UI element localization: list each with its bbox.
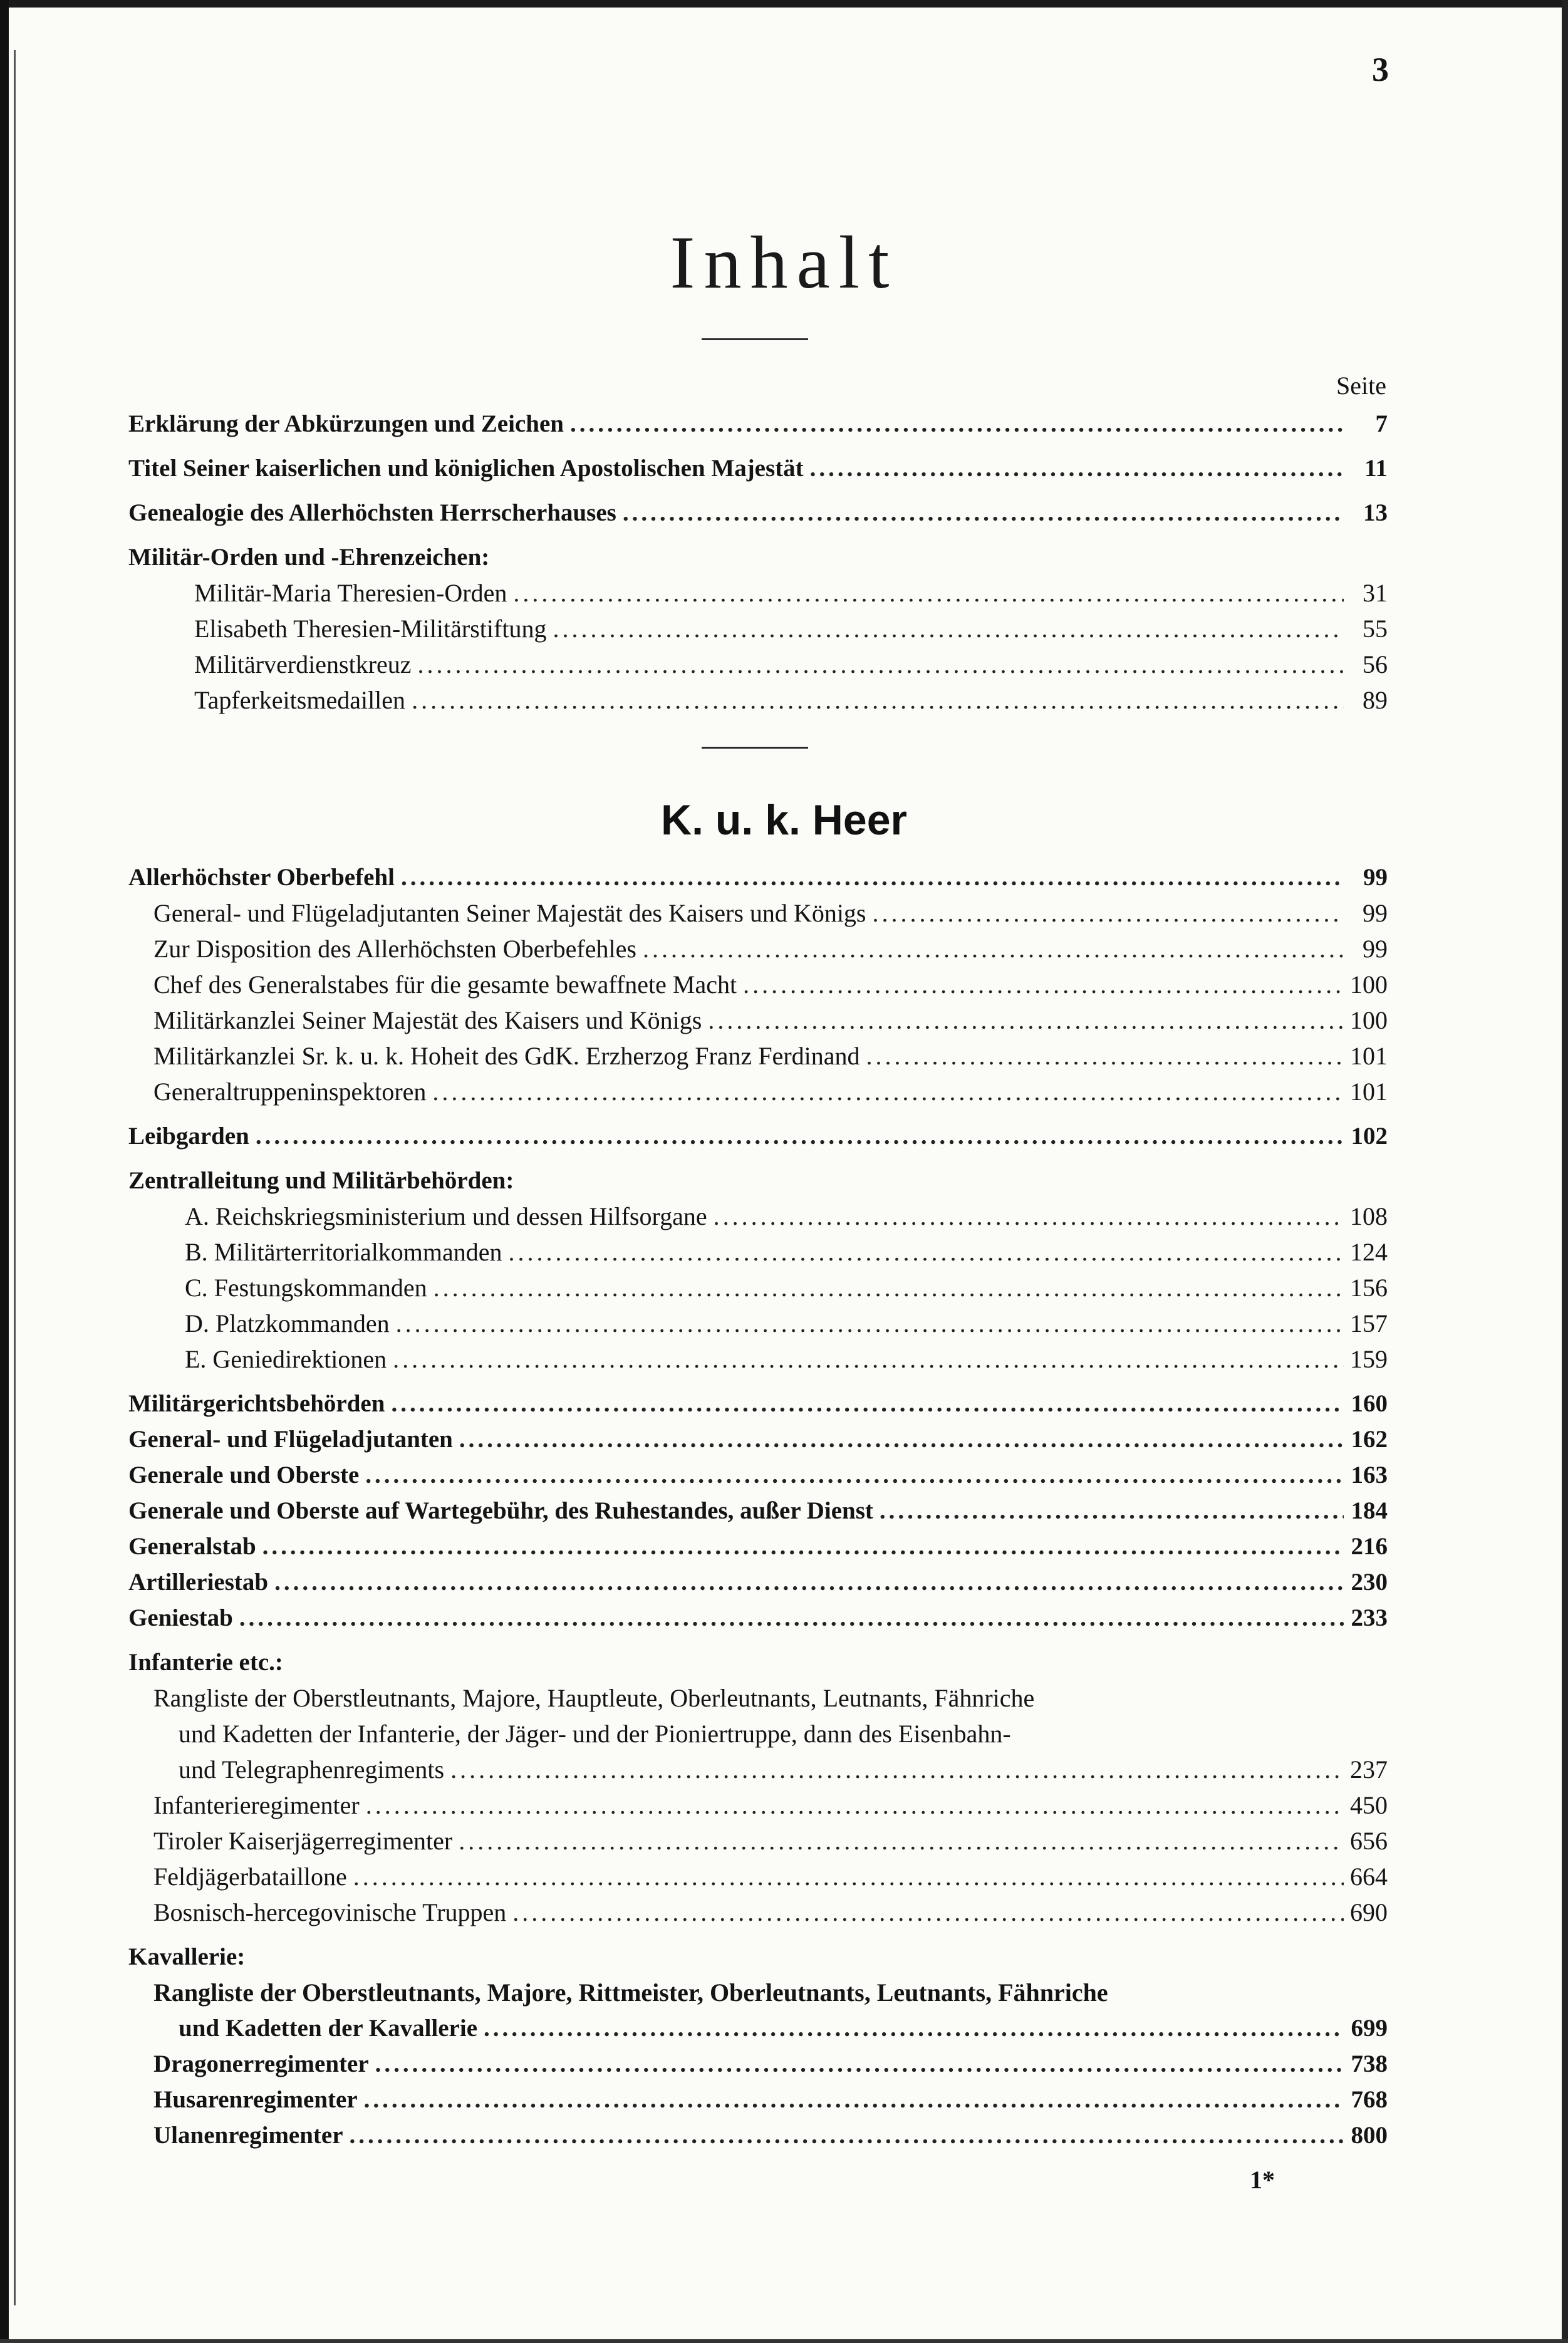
toc-entry[interactable]	[128, 2046, 1388, 2082]
dot-leader	[513, 575, 1344, 611]
toc-entry-page: 690	[1350, 1898, 1388, 1926]
toc-entry-page: 184	[1351, 1497, 1388, 1524]
dot-leader	[743, 967, 1344, 1002]
toc-entry-label: Dragonerregimenter	[153, 2050, 369, 2077]
dot-leader	[714, 1198, 1344, 1234]
toc-entry-label: Leibgarden	[128, 1123, 249, 1150]
toc-entry-page: 216	[1351, 1533, 1388, 1560]
toc-entry-label: Husarenregimenter	[153, 2086, 358, 2113]
toc-entry[interactable]	[128, 1894, 1388, 1930]
toc-entry[interactable]	[128, 682, 1388, 718]
toc-entry[interactable]	[128, 1341, 1388, 1377]
toc-entry-page: 162	[1351, 1426, 1388, 1453]
toc-entry-label: Generaltruppeninspektoren	[153, 1078, 427, 1106]
dot-leader	[459, 1823, 1344, 1859]
toc-group-heading: Militär-Orden und -Ehrenzeichen:	[128, 544, 490, 571]
toc-entry-page: 100	[1350, 1006, 1388, 1034]
toc-entry-label: Generale und Oberste auf Wartegebühr, des Ruhestandes, außer Dienst	[128, 1497, 873, 1524]
toc-entry-label: und Kadetten der Kavallerie	[179, 2015, 478, 2042]
toc-entry-label: General- und Flügeladjutanten Seiner Majestät des Kaisers und Königs	[153, 899, 866, 927]
toc-entry-label: Allerhöchster Oberbefehl	[128, 864, 395, 891]
dot-leader	[432, 1074, 1344, 1109]
toc-entry-page: 159	[1350, 1345, 1388, 1373]
toc-entry-page: 89	[1363, 686, 1388, 714]
toc-entry[interactable]	[128, 1234, 1388, 1270]
toc-entry-page: 99	[1363, 899, 1388, 927]
dot-leader	[810, 450, 1344, 486]
dot-leader	[239, 1600, 1344, 1636]
dot-leader	[509, 1234, 1344, 1270]
dot-leader	[623, 495, 1344, 531]
toc-entry[interactable]	[128, 895, 1388, 931]
toc-entry-label: Militärgerichtsbehörden	[128, 1390, 385, 1417]
toc-entry[interactable]	[128, 1118, 1388, 1154]
toc-entry[interactable]	[128, 1787, 1388, 1823]
toc-entry-page: 156	[1350, 1274, 1388, 1302]
toc-entry[interactable]	[128, 1529, 1388, 1564]
toc-entry-label: C. Festungskommanden	[185, 1274, 427, 1302]
toc-entry-page: 31	[1363, 579, 1388, 607]
toc-entry-label: Feldjägerbataillone	[153, 1862, 347, 1891]
dot-leader	[880, 1493, 1344, 1529]
toc-entry-label: Militärkanzlei Seiner Majestät des Kaisers und Königs	[153, 1006, 702, 1034]
toc-entry-page: 699	[1351, 2015, 1388, 2042]
toc-entry[interactable]	[128, 1386, 1388, 1421]
toc-entry[interactable]	[128, 1270, 1388, 1306]
toc-entry-label: Militärkanzlei Sr. k. u. k. Hoheit des GdK. Erzherzog Franz Ferdinand	[153, 1042, 860, 1070]
page-title: Inhalt	[670, 221, 898, 304]
dot-leader	[459, 1421, 1344, 1457]
dot-leader	[873, 895, 1344, 931]
toc-entry[interactable]	[128, 1421, 1388, 1457]
toc-entry-page: 664	[1350, 1862, 1388, 1891]
dot-leader	[418, 647, 1344, 682]
toc-entry[interactable]	[128, 1002, 1388, 1038]
toc-entry-page: 55	[1363, 615, 1388, 643]
dot-leader	[262, 1529, 1344, 1564]
toc-part-1	[128, 406, 1388, 718]
toc-entry[interactable]	[128, 1823, 1388, 1859]
section-divider	[702, 747, 808, 749]
toc-entry-page: 237	[1350, 1755, 1388, 1784]
toc-entry[interactable]	[128, 450, 1388, 486]
toc-entry-page: 56	[1363, 650, 1388, 678]
toc-entry[interactable]	[128, 1074, 1388, 1109]
toc-entry-label: D. Platzkommanden	[185, 1309, 390, 1338]
toc-entry[interactable]	[128, 2117, 1388, 2153]
toc-entry-page: 101	[1350, 1078, 1388, 1106]
toc-entry-page: 163	[1351, 1462, 1388, 1488]
signature-mark: 1*	[1250, 2166, 1275, 2194]
toc-group-heading: Infanterie etc.:	[128, 1649, 283, 1676]
toc-entry-page: 7	[1375, 410, 1388, 437]
toc-entry-page: 768	[1351, 2086, 1388, 2113]
toc-entry[interactable]	[128, 495, 1388, 531]
toc-entry-label: Titel Seiner kaiserlichen und königlichen Apostolischen Majestät	[128, 455, 804, 482]
dot-leader	[553, 611, 1344, 647]
toc-entry-page: 656	[1350, 1827, 1388, 1855]
toc-entry-label: Generalstab	[128, 1533, 256, 1560]
toc-entry[interactable]	[128, 1493, 1388, 1529]
dot-leader	[412, 682, 1344, 718]
dot-leader	[450, 1752, 1344, 1787]
toc-entry[interactable]	[128, 647, 1388, 682]
seite-column-label: Seite	[1336, 371, 1386, 400]
toc-entry-label: Chef des Generalstabes für die gesamte bewaffnete Macht	[153, 970, 737, 999]
toc-entry-page: 738	[1351, 2050, 1388, 2077]
toc-entry[interactable]	[128, 575, 1388, 611]
toc-entry[interactable]	[128, 860, 1388, 895]
toc-entry-page: 99	[1363, 864, 1388, 891]
dot-leader	[350, 2117, 1344, 2153]
toc-entry-label: Generale und Oberste	[128, 1462, 360, 1488]
toc-entry-label: Tapferkeitsmedaillen	[194, 686, 406, 714]
toc-entry-page: 99	[1363, 935, 1388, 963]
scan-border-line	[14, 50, 16, 2305]
toc-entry[interactable]	[128, 1457, 1388, 1493]
dot-leader	[866, 1038, 1344, 1074]
toc-entry-page: 108	[1350, 1202, 1388, 1230]
dot-leader	[364, 2082, 1344, 2117]
toc-multiline-text: und Kadetten der Infanterie, der Jäger- und der Pioniertruppe, dann des Eisenbahn-	[179, 1720, 1011, 1748]
toc-entry-label: Bosnisch-hercegovinische Truppen	[153, 1898, 507, 1926]
toc-entry-label: Geniestab	[128, 1604, 233, 1631]
dot-leader	[570, 406, 1344, 442]
toc-entry-label: E. Geniedirektionen	[185, 1345, 387, 1373]
section-heading: K. u. k. Heer	[660, 796, 908, 844]
dot-leader	[396, 1306, 1344, 1341]
toc-entry-page: 160	[1351, 1390, 1388, 1417]
dot-leader	[375, 2046, 1344, 2082]
scan-border-bottom	[0, 2339, 1568, 2343]
toc-entry-label: A. Reichskriegsministerium und dessen Hilfsorgane	[185, 1202, 707, 1230]
dot-leader	[401, 860, 1344, 895]
toc-entry[interactable]	[128, 1198, 1388, 1234]
dot-leader	[256, 1118, 1344, 1154]
toc-group-heading: Zentralleitung und Militärbehörden:	[128, 1167, 514, 1194]
dot-leader	[512, 1894, 1344, 1930]
toc-multiline-text: Rangliste der Oberstleutnants, Majore, Rittmeister, Oberleutnants, Leutnants, Fähnriche	[153, 1978, 1108, 2007]
toc-entry-page: 101	[1350, 1042, 1388, 1070]
toc-entry[interactable]	[128, 406, 1388, 442]
toc-entry[interactable]	[128, 1600, 1388, 1636]
toc-entry[interactable]	[128, 1752, 1388, 1787]
toc-multiline-text: Rangliste der Oberstleutnants, Majore, Hauptleute, Oberleutnants, Leutnants, Fähnriche	[153, 1684, 1035, 1712]
scan-border-top	[0, 0, 1568, 8]
toc-entry-label: B. Militärterritorialkommanden	[185, 1238, 502, 1266]
toc-entry[interactable]	[128, 1038, 1388, 1074]
toc-entry-page: 800	[1351, 2122, 1388, 2149]
toc-entry-page: 100	[1350, 970, 1388, 999]
toc-entry-page: 450	[1350, 1791, 1388, 1819]
toc-entry[interactable]	[128, 967, 1388, 1002]
dot-leader	[393, 1341, 1344, 1377]
toc-entry-label: Infanterieregimenter	[153, 1791, 360, 1819]
toc-entry[interactable]	[128, 1859, 1388, 1894]
dot-leader	[353, 1859, 1344, 1894]
toc-entry[interactable]	[128, 2082, 1388, 2117]
dot-leader	[391, 1386, 1344, 1421]
toc-entry-label: Militärverdienstkreuz	[194, 650, 412, 678]
toc-group-heading: Kavallerie:	[128, 1943, 246, 1970]
toc-entry-label: Elisabeth Theresien-Militärstiftung	[194, 615, 547, 643]
toc-entry-label: Militär-Maria Theresien-Orden	[194, 579, 507, 607]
toc-entry-label: Zur Disposition des Allerhöchsten Oberbefehles	[153, 935, 636, 963]
toc-entry-page: 102	[1351, 1123, 1388, 1150]
dot-leader	[274, 1564, 1344, 1600]
toc-entry-label: Artilleriestab	[128, 1569, 269, 1596]
scan-border-right	[1562, 0, 1568, 2343]
dot-leader	[365, 1457, 1344, 1493]
toc-entry-page: 11	[1364, 455, 1388, 482]
toc-entry-page: 230	[1351, 1569, 1388, 1596]
dot-leader	[434, 1270, 1344, 1306]
toc-entry[interactable]	[128, 1564, 1388, 1600]
dot-leader	[643, 931, 1344, 967]
dot-leader	[484, 2010, 1344, 2046]
toc-entry[interactable]	[128, 2010, 1388, 2046]
dot-leader	[708, 1002, 1344, 1038]
toc-entry-label: und Telegraphenregiments	[179, 1755, 445, 1784]
toc-entry-label: Erklärung der Abkürzungen und Zeichen	[128, 410, 564, 437]
toc-entry-label: Ulanenregimenter	[153, 2122, 343, 2149]
toc-entry[interactable]	[128, 931, 1388, 967]
toc-entry[interactable]	[128, 611, 1388, 647]
toc-entry[interactable]	[128, 1306, 1388, 1341]
toc-entry-page: 124	[1350, 1238, 1388, 1266]
toc-part-2	[128, 860, 1388, 2153]
toc-entry-label: General- und Flügeladjutanten	[128, 1426, 453, 1453]
scan-border-left	[0, 0, 9, 2343]
toc-entry-page: 233	[1351, 1604, 1388, 1631]
title-divider	[702, 338, 808, 340]
toc-entry-page: 13	[1363, 499, 1388, 526]
dot-leader	[366, 1787, 1344, 1823]
toc-entry-page: 157	[1350, 1309, 1388, 1338]
toc-entry-label: Tiroler Kaiserjägerregimenter	[153, 1827, 453, 1855]
page-number: 3	[1372, 51, 1389, 88]
toc-entry-label: Genealogie des Allerhöchsten Herrscherhauses	[128, 499, 616, 526]
